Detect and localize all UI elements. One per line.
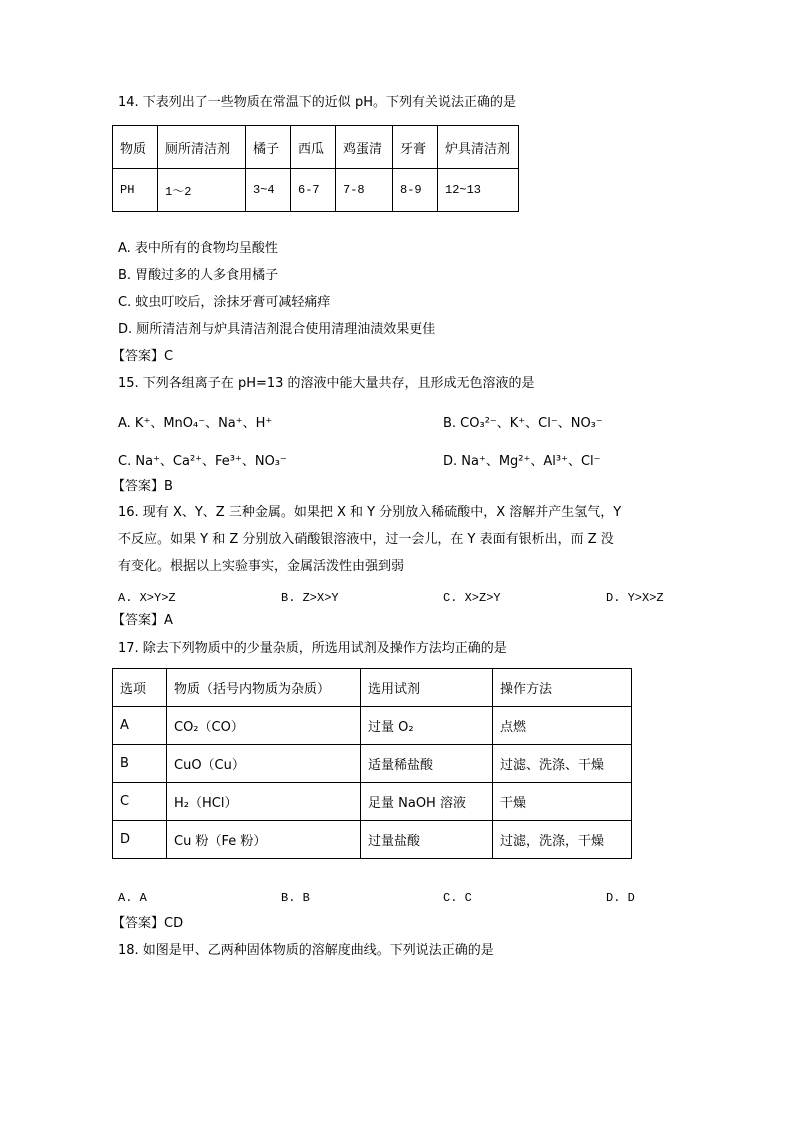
table-cell: PH — [113, 169, 158, 212]
q15-option-d: D. Na⁺、Mg²⁺、Al³⁺、Cl⁻ — [443, 454, 601, 469]
q15-option-c: C. Na⁺、Ca²⁺、Fe³⁺、NO₃⁻ — [118, 454, 287, 469]
table-cell: 适量稀盐酸 — [361, 745, 493, 783]
table-cell: 12~13 — [438, 169, 519, 212]
table-row — [113, 821, 632, 859]
q17-answer: 【答案】CD — [112, 916, 184, 931]
table-cell: 物质（括号内物质为杂质） — [167, 669, 361, 707]
table-row — [113, 707, 632, 745]
q14-title: 14. 下表列出了一些物质在常温下的近似 pH。下列有关说法正确的是 — [118, 95, 516, 110]
table-cell: 3~4 — [246, 169, 291, 212]
q17-title: 17. 除去下列物质中的少量杂质，所选用试剂及操作方法均正确的是 — [118, 641, 507, 656]
table-cell: CuO（Cu） — [167, 745, 361, 783]
q17-option-b: B. B — [281, 891, 310, 905]
table-cell: 选项 — [113, 669, 167, 707]
table-cell: 操作方法 — [493, 669, 632, 707]
table-cell: 厕所清洁剂 — [158, 126, 246, 169]
table-row — [113, 169, 519, 212]
table-cell: 8-9 — [393, 169, 438, 212]
q16-answer: 【答案】A — [112, 613, 173, 628]
table-cell: 物质 — [113, 126, 158, 169]
impurity-table — [112, 668, 632, 859]
q14-option-c: C. 蚊虫叮咬后，涂抹牙膏可减轻痛痒 — [118, 295, 331, 310]
q14-answer: 【答案】C — [112, 349, 174, 364]
table-cell: 橘子 — [246, 126, 291, 169]
table-cell: 选用试剂 — [361, 669, 493, 707]
table-cell: 过量 O₂ — [361, 707, 493, 745]
ph-table — [112, 125, 519, 212]
table-row — [113, 745, 632, 783]
q14-option-a: A. 表中所有的食物均呈酸性 — [118, 241, 278, 256]
q17-option-a: A. A — [118, 891, 147, 905]
table-cell: 炉具清洁剂 — [438, 126, 519, 169]
q16-option-a: A. X>Y>Z — [118, 591, 176, 605]
table-row — [113, 669, 632, 707]
table-cell: B — [113, 745, 167, 783]
q18-title: 18. 如图是甲、乙两种固体物质的溶解度曲线。下列说法正确的是 — [118, 943, 494, 958]
q17-option-d: D. D — [606, 891, 635, 905]
q14-option-d: D. 厕所清洁剂与炉具清洁剂混合使用清理油渍效果更佳 — [118, 322, 436, 337]
table-cell: 6-7 — [291, 169, 336, 212]
q15-title: 15. 下列各组离子在 pH=13 的溶液中能大量共存，且形成无色溶液的是 — [118, 376, 535, 391]
q16-option-b: B. Z>X>Y — [281, 591, 339, 605]
q16-line-1: 16. 现有 X、Y、Z 三种金属。如果把 X 和 Y 分别放入稀硫酸中，X 溶解并产生氢气，Y — [118, 505, 622, 520]
table-cell: 7-8 — [336, 169, 393, 212]
q14-option-b: B. 胃酸过多的人多食用橘子 — [118, 268, 279, 283]
table-cell: 足量 NaOH 溶液 — [361, 783, 493, 821]
table-cell: Cu 粉（Fe 粉） — [167, 821, 361, 859]
q17-option-c: C. C — [443, 891, 472, 905]
table-cell: 1～2 — [158, 169, 246, 212]
table-cell: 点燃 — [493, 707, 632, 745]
q16-line-3: 有变化。根据以上实验事实，金属活泼性由强到弱 — [118, 559, 405, 574]
table-cell: 过滤，洗涤，干燥 — [493, 821, 632, 859]
q16-option-d: D. Y>X>Z — [606, 591, 664, 605]
q16-option-c: C. X>Z>Y — [443, 591, 501, 605]
q15-answer: 【答案】B — [112, 479, 173, 494]
table-cell: D — [113, 821, 167, 859]
table-cell: CO₂（CO） — [167, 707, 361, 745]
table-cell: 过滤、洗涤、干燥 — [493, 745, 632, 783]
table-cell: A — [113, 707, 167, 745]
q15-option-a: A. K⁺、MnO₄⁻、Na⁺、H⁺ — [118, 416, 273, 431]
table-cell: 鸡蛋清 — [336, 126, 393, 169]
table-cell: 西瓜 — [291, 126, 336, 169]
table-cell: 过量盐酸 — [361, 821, 493, 859]
table-row — [113, 783, 632, 821]
table-cell: C — [113, 783, 167, 821]
table-cell: 牙膏 — [393, 126, 438, 169]
table-cell: H₂（HCl） — [167, 783, 361, 821]
q15-option-b: B. CO₃²⁻、K⁺、Cl⁻、NO₃⁻ — [443, 416, 603, 431]
table-cell: 干燥 — [493, 783, 632, 821]
q16-line-2: 不反应。如果 Y 和 Z 分别放入硝酸银溶液中，过一会儿，在 Y 表面有银析出，而 Z 没 — [118, 532, 614, 547]
table-row — [113, 126, 519, 169]
